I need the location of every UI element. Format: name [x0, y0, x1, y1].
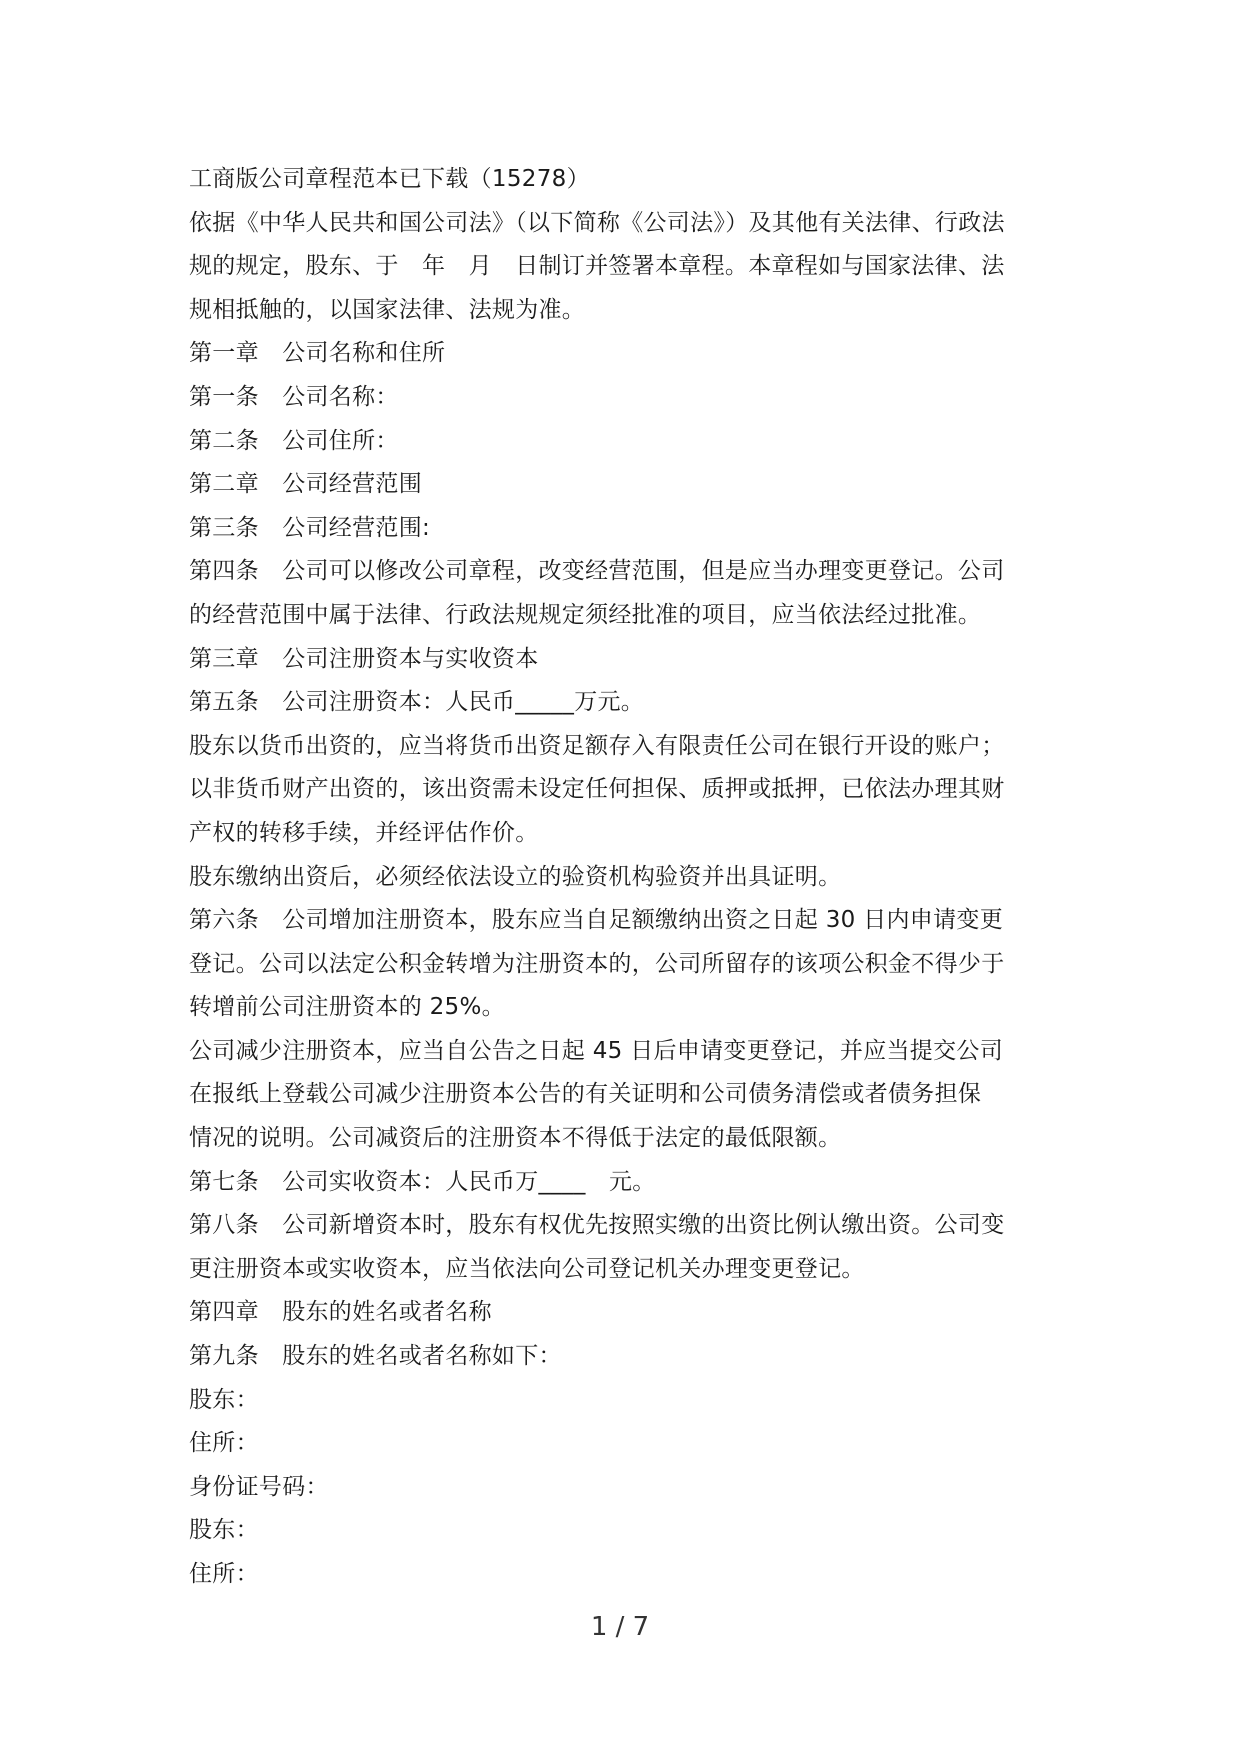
article-line: 第七条 公司实收资本：人民币万____ 元。 [189, 1168, 656, 1195]
paragraph-line: 情况的说明。公司减资后的注册资本不得低于法定的最低限额。 [189, 1125, 842, 1152]
article-line: 转增前公司注册资本的 25%。 [189, 994, 505, 1021]
chapter-heading: 第三章 公司注册资本与实收资本 [189, 645, 539, 672]
preamble-line: 规的规定，股东、于 年 月 日制订并签署本章程。本章程如与国家法律、法 [189, 253, 1005, 280]
document-title: 工商版公司章程范本已下载（15278） [189, 166, 590, 192]
document-body [189, 158, 1089, 1597]
paragraph-line: 股东以货币出资的，应当将货币出资足额存入有限责任公司在银行开设的账户； [189, 732, 1005, 759]
preamble-line: 规相抵触的，以国家法律、法规为准。 [189, 296, 586, 323]
form-field-label: 住所： [189, 1430, 259, 1457]
article-line: 第六条 公司增加注册资本，股东应当自足额缴纳出资之日起 30 日内申请变更 [189, 907, 1003, 934]
article-line: 第二条 公司住所： [189, 427, 399, 454]
paragraph-line: 以非货币财产出资的，该出资需未设定任何担保、质押或抵押，已依法办理其财 [189, 776, 1005, 803]
article-line: 第八条 公司新增资本时，股东有权优先按照实缴的出资比例认缴出资。公司变 [189, 1212, 1005, 1239]
paragraph-line: 产权的转移手续，并经评估作价。 [189, 819, 539, 846]
preamble-line: 依据《中华人民共和国公司法》（以下简称《公司法》）及其他有关法律、行政法 [189, 209, 1005, 236]
article-line: 第一条 公司名称： [189, 383, 399, 410]
form-field-label: 股东： [189, 1517, 259, 1544]
paragraph-line: 股东缴纳出资后，必须经依法设立的验资机构验资并出具证明。 [189, 863, 842, 890]
form-field-label: 住所： [189, 1561, 259, 1587]
article-line: 第四条 公司可以修改公司章程，改变经营范围，但是应当办理变更登记。公司 [189, 558, 1005, 585]
chapter-heading: 第二章 公司经营范围 [189, 471, 422, 498]
article-line: 第五条 公司注册资本：人民币_____万元。 [189, 689, 645, 716]
chapter-heading: 第四章 股东的姓名或者名称 [189, 1299, 492, 1326]
article-line: 登记。公司以法定公积金转增为注册资本的，公司所留存的该项公积金不得少于 [189, 950, 1005, 977]
article-line: 的经营范围中属于法律、行政法规规定须经批准的项目，应当依法经过批准。 [189, 601, 982, 628]
chapter-heading: 第一章 公司名称和住所 [189, 340, 446, 367]
article-line: 第九条 股东的姓名或者名称如下： [189, 1343, 562, 1370]
page-number: 1 / 7 [590, 1612, 650, 1642]
article-line: 更注册资本或实收资本，应当依法向公司登记机关办理变更登记。 [189, 1255, 865, 1282]
form-field-label: 身份证号码： [189, 1473, 329, 1500]
article-line: 第三条 公司经营范围: [189, 514, 431, 541]
paragraph-line: 公司减少注册资本，应当自公告之日起 45 日后申请变更登记，并应当提交公司 [189, 1037, 1003, 1064]
form-field-label: 股东： [189, 1386, 259, 1413]
paragraph-line: 在报纸上登载公司减少注册资本公告的有关证明和公司债务清偿或者债务担保 [189, 1081, 982, 1108]
